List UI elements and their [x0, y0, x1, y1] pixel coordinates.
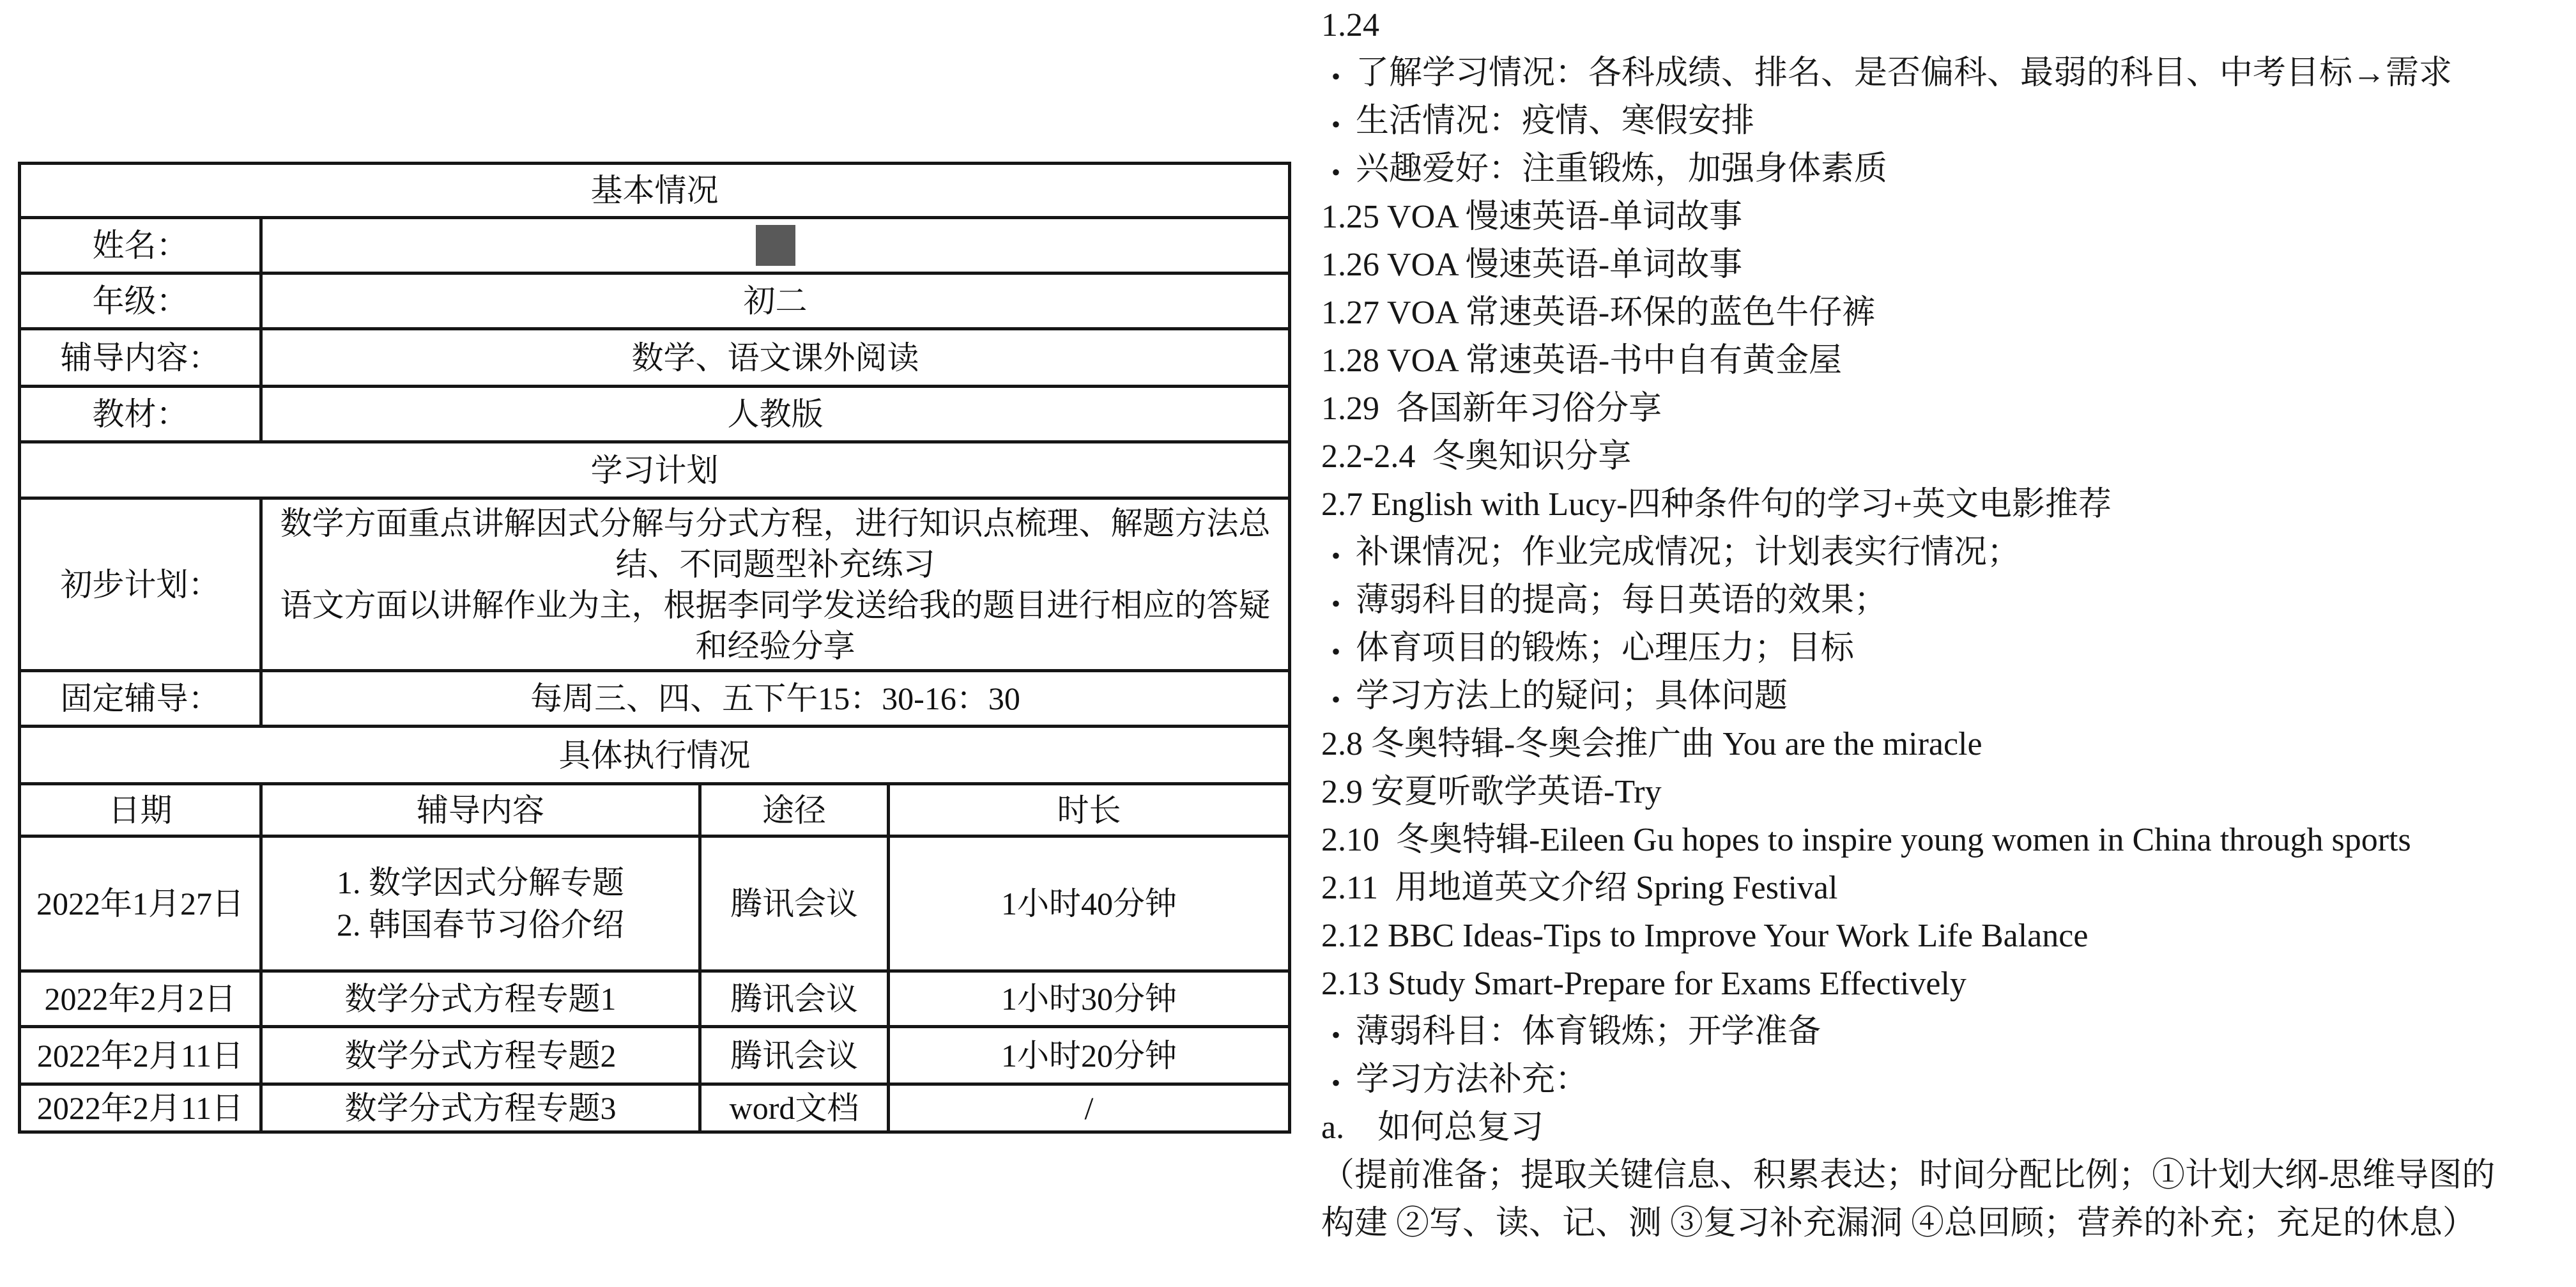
exec-content: [261, 836, 700, 971]
note-text: 薄弱科目：体育锻炼；开学准备: [1356, 1013, 1821, 1050]
text-line: 1. 数学因式分解专题: [337, 865, 624, 900]
bullet-icon: •: [1331, 1068, 1341, 1097]
exec-date: 2022年2月11日: [20, 1084, 261, 1132]
exec-channel: 腾讯会议: [700, 971, 889, 1027]
note-text: 1.28 VOA 常速英语-书中自有黄金屋: [1321, 343, 1843, 379]
label-grade: 年级：: [20, 274, 261, 329]
table-row: [20, 836, 1290, 971]
exec-duration: 1小时40分钟: [889, 836, 1290, 971]
label-name: 姓名：: [20, 218, 261, 274]
note-line: [1321, 1104, 2576, 1152]
note-text: 1.29 各国新年习俗分享: [1321, 390, 1662, 427]
exec-header-date: 日期: [20, 784, 261, 836]
note-text: 2.8 冬奥特辑-冬奥会推广曲 You are the miracle: [1321, 726, 1982, 762]
note-text: 了解学习情况：各科成绩、排名、是否偏科、最弱的科目、中考目标→需求: [1356, 55, 2453, 91]
note-line: [1321, 433, 2576, 481]
exec-duration: 1小时20分钟: [889, 1027, 1290, 1084]
bullet-icon: •: [1331, 61, 1341, 91]
note-text: 2.12 BBC Ideas-Tips to Improve Your Work Life Balance: [1321, 918, 2089, 954]
bullet-icon: •: [1331, 157, 1341, 187]
note-text: 1.24: [1321, 7, 1379, 43]
note-text: 生活情况：疫情、寒假安排: [1356, 103, 1755, 139]
section-title-basic-info: 基本情况: [20, 164, 1290, 218]
note-line: [1321, 528, 2576, 576]
note-line: [1321, 672, 2576, 720]
label-initial-plan: 初步计划：: [20, 498, 261, 671]
value-initial-plan: [261, 498, 1290, 671]
note-text: 体育项目的锻炼；心理压力；目标: [1356, 630, 1855, 667]
note-line: [1321, 1152, 2576, 1199]
value-tutoring-subjects: 数学、语文课外阅读: [261, 329, 1290, 387]
note-line: [1321, 49, 2576, 97]
note-line: [1321, 576, 2576, 624]
note-line: [1321, 97, 2576, 145]
note-text: 2.2-2.4 冬奥知识分享: [1321, 438, 1632, 475]
note-line: [1321, 193, 2576, 241]
note-text: a. 如何总复习: [1321, 1109, 1544, 1146]
table-row: [20, 971, 1290, 1027]
label-fixed-schedule: 固定辅导：: [20, 671, 261, 727]
exec-date: 2022年2月11日: [20, 1027, 261, 1084]
note-line: [1321, 289, 2576, 337]
bullet-icon: •: [1331, 684, 1341, 714]
note-line: [1321, 1199, 2576, 1247]
label-tutoring-subjects: 辅导内容：: [20, 329, 261, 387]
exec-duration: /: [889, 1084, 1290, 1132]
note-line: [1321, 816, 2576, 864]
note-text: 2.10 冬奥特辑-Eileen Gu hopes to inspire young women in China through sports: [1321, 822, 2411, 858]
note-line: [1321, 241, 2576, 289]
value-name: [261, 218, 1290, 274]
section-title-execution: 具体执行情况: [20, 727, 1290, 784]
bullet-icon: •: [1331, 589, 1341, 618]
value-textbook: 人教版: [261, 387, 1290, 442]
exec-content: 数学分式方程专题3: [261, 1084, 700, 1132]
note-line: [1321, 768, 2576, 816]
bullet-icon: •: [1331, 1020, 1341, 1049]
note-text: 构建 ②写、读、记、测 ③复习补充漏洞 ④总回顾；营养的补充；充足的休息）: [1321, 1205, 2476, 1242]
note-line: [1321, 145, 2576, 193]
note-line: [1321, 1, 2576, 49]
exec-content: 数学分式方程专题2: [261, 1027, 700, 1084]
exec-date: 2022年1月27日: [20, 836, 261, 971]
note-line: [1321, 720, 2576, 768]
exec-date: 2022年2月2日: [20, 971, 261, 1027]
note-text: 2.7 English with Lucy-四种条件句的学习+英文电影推荐: [1321, 486, 2112, 523]
note-line: [1321, 624, 2576, 672]
table-row: [20, 1084, 1290, 1132]
note-line: [1321, 1056, 2576, 1104]
exec-content: 数学分式方程专题1: [261, 971, 700, 1027]
exec-channel: word文档: [700, 1084, 889, 1132]
note-text: 1.27 VOA 常速英语-环保的蓝色牛仔裤: [1321, 295, 1876, 331]
exec-duration: 1小时30分钟: [889, 971, 1290, 1027]
note-line: [1321, 1008, 2576, 1056]
text-line: 语文方面以讲解作业为主，根据李同学发送给我的题目进行相应的答疑和经验分享: [280, 587, 1271, 664]
bullet-icon: •: [1331, 636, 1341, 666]
note-line: [1321, 912, 2576, 960]
note-text: 学习方法补充：: [1356, 1061, 1589, 1098]
table-row: [20, 1027, 1290, 1084]
note-text: 兴趣爱好：注重锻炼，加强身体素质: [1356, 151, 1888, 187]
label-textbook: 教材：: [20, 387, 261, 442]
note-line: [1321, 960, 2576, 1008]
redacted-name-box: [756, 225, 795, 266]
exec-header-content: 辅导内容: [261, 784, 700, 836]
note-line: [1321, 481, 2576, 528]
exec-header-duration: 时长: [889, 784, 1290, 836]
note-line: [1321, 864, 2576, 912]
bullet-icon: •: [1331, 109, 1341, 139]
note-text: 薄弱科目的提高；每日英语的效果；: [1356, 582, 1888, 619]
notes-column: [1321, 1, 2576, 1247]
exec-channel: 腾讯会议: [700, 1027, 889, 1084]
exec-channel: 腾讯会议: [700, 836, 889, 971]
note-text: 2.9 安夏听歌学英语-Try: [1321, 774, 1662, 810]
exec-header-channel: 途径: [700, 784, 889, 836]
note-text: 补课情况；作业完成情况；计划表实行情况；: [1356, 534, 2021, 571]
note-text: 1.25 VOA 慢速英语-单词故事: [1321, 199, 1743, 235]
tutoring-record-table: [18, 162, 1291, 1134]
bullet-icon: •: [1331, 541, 1341, 570]
note-line: [1321, 337, 2576, 385]
section-title-study-plan: 学习计划: [20, 442, 1290, 498]
note-text: 学习方法上的疑问；具体问题: [1356, 678, 1788, 714]
note-text: 1.26 VOA 慢速英语-单词故事: [1321, 247, 1743, 283]
note-text: 2.11 用地道英文介绍 Spring Festival: [1321, 870, 1838, 906]
value-grade: 初二: [261, 274, 1290, 329]
text-line: 数学方面重点讲解因式分解与分式方程，进行知识点梳理、解题方法总结、不同题型补充练习: [280, 505, 1271, 582]
value-fixed-schedule: 每周三、四、五下午15：30-16：30: [261, 671, 1290, 727]
note-text: 2.13 Study Smart-Prepare for Exams Effectively: [1321, 966, 1966, 1002]
note-text: （提前准备；提取关键信息、积累表达；时间分配比例；①计划大纲-思维导图的: [1321, 1157, 2496, 1194]
note-line: [1321, 385, 2576, 433]
text-line: 2. 韩国春节习俗介绍: [337, 907, 624, 943]
